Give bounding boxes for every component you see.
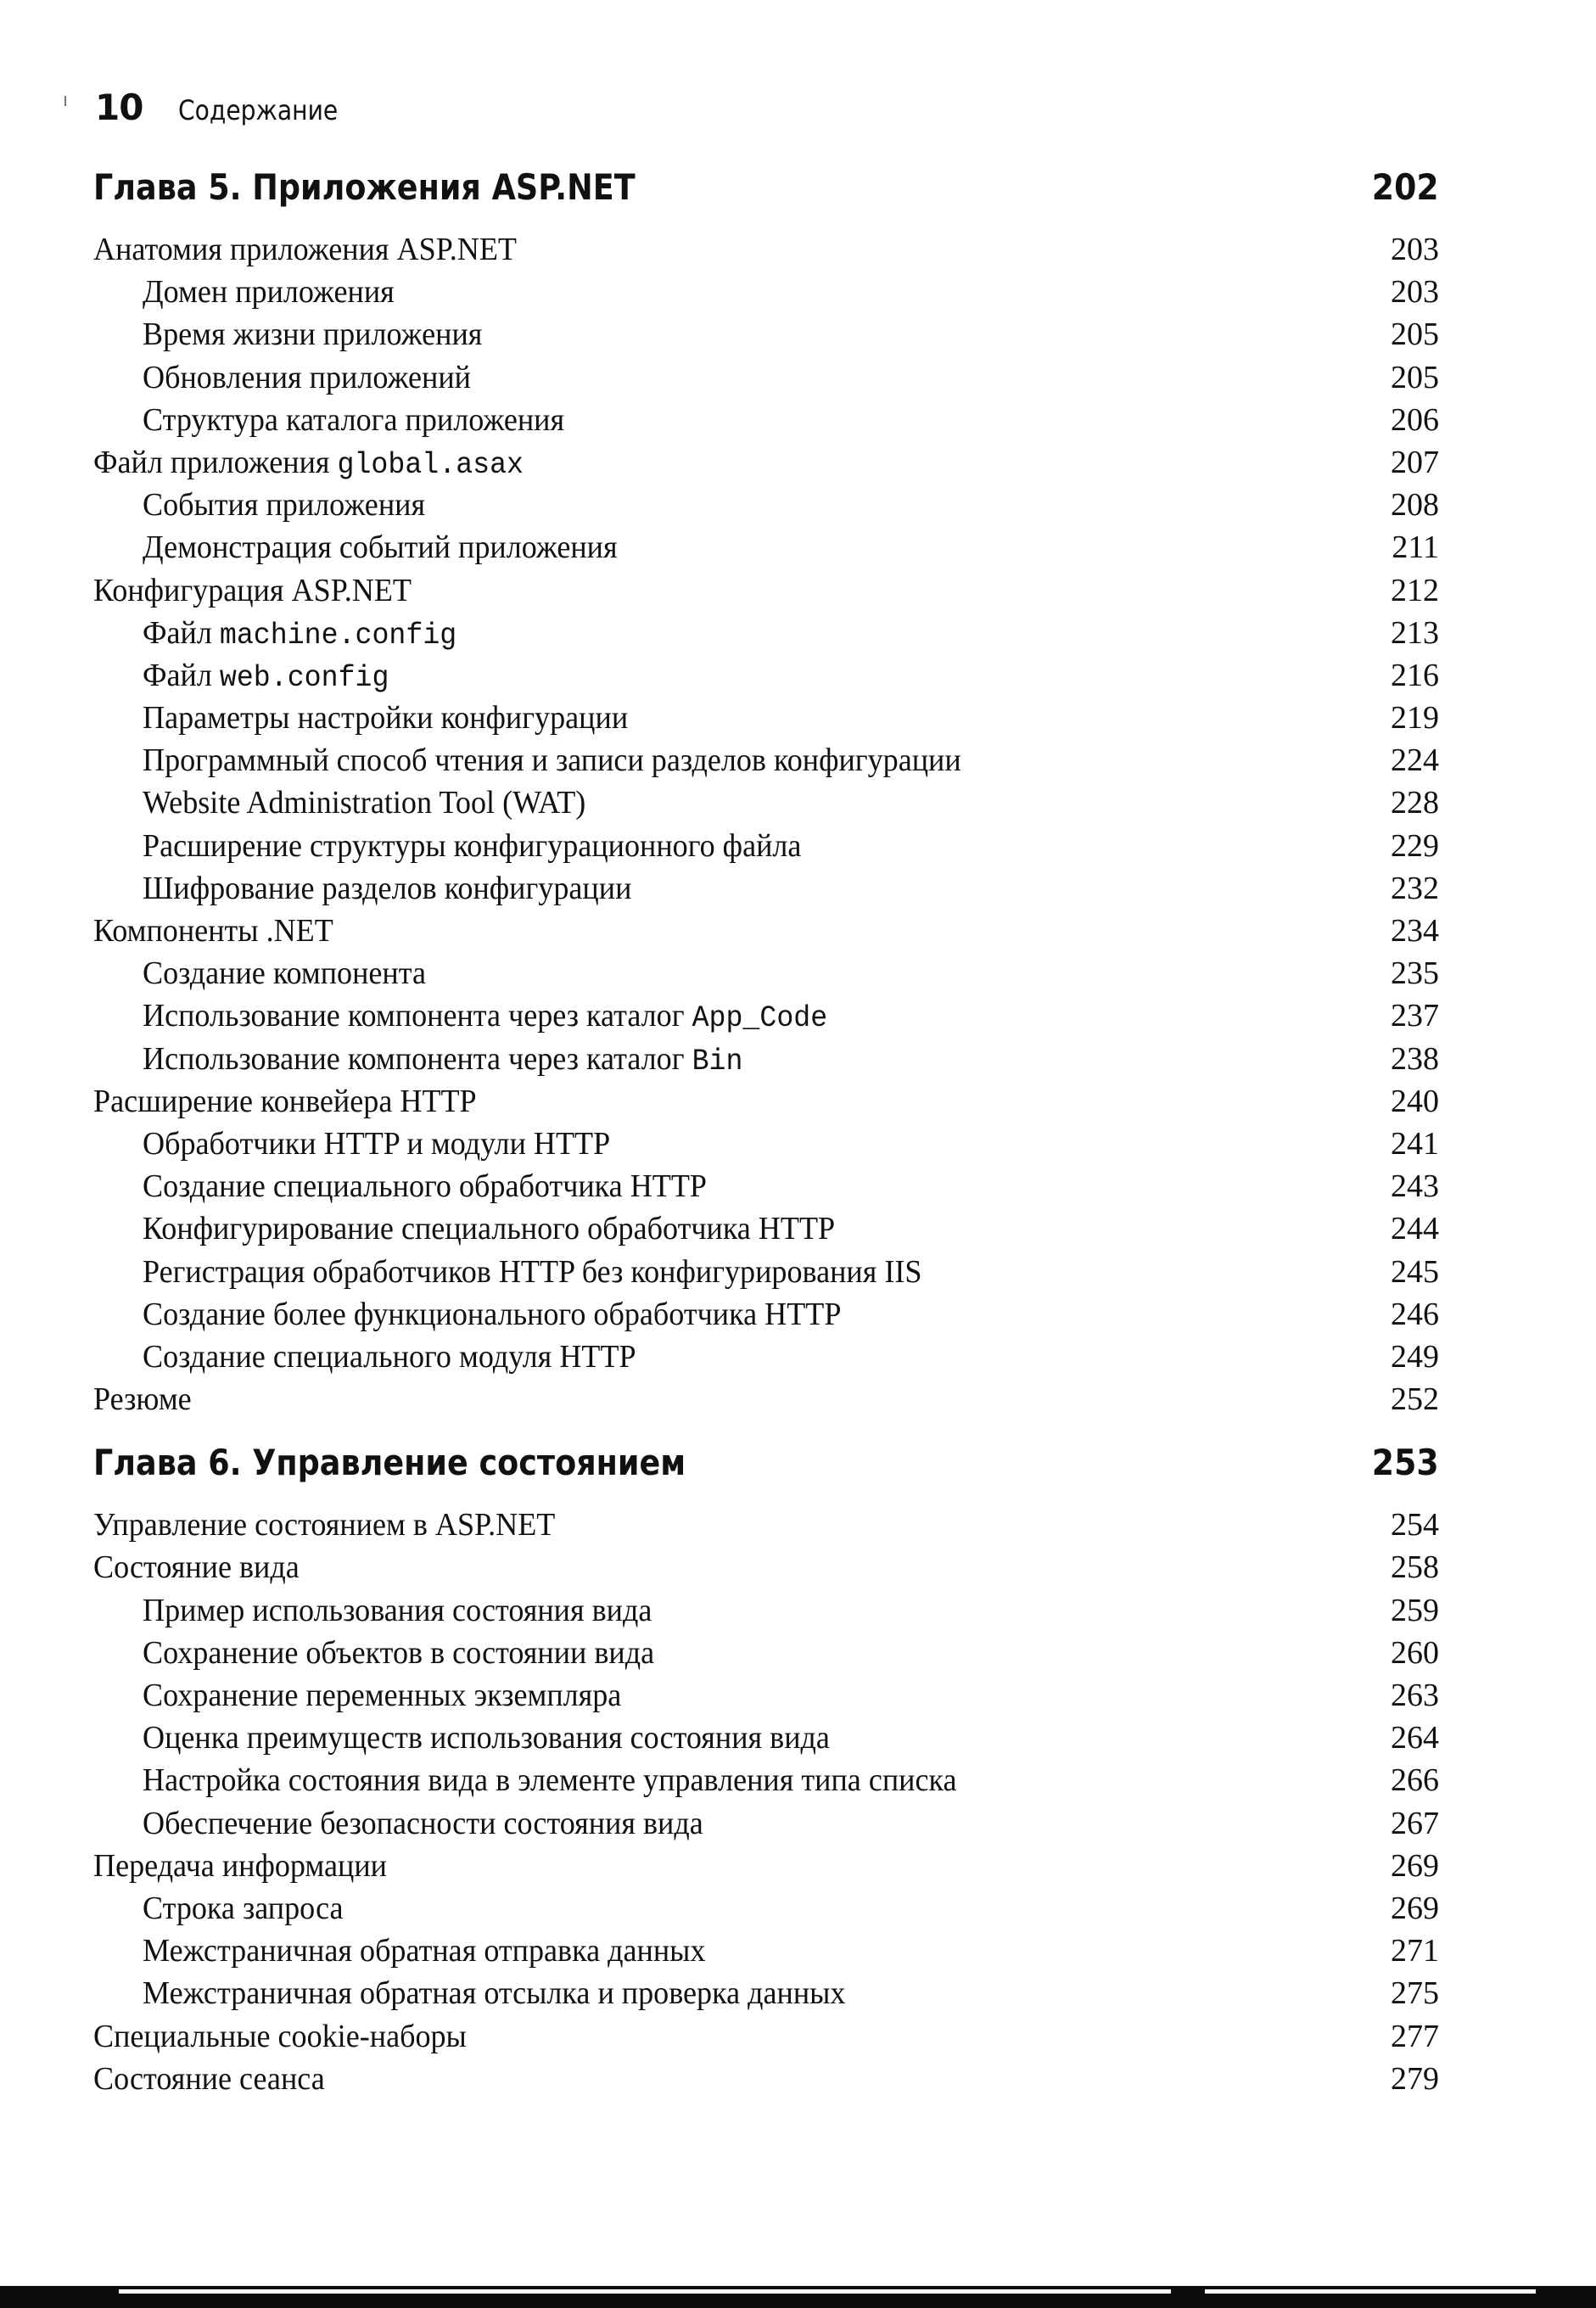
entry-page-number: 271: [1391, 1933, 1439, 1969]
toc-subsection-entry: [93, 273, 1439, 316]
entry-page-number: 258: [1391, 1549, 1439, 1586]
entry-title-text: Обработчики HTTP и модули HTTP: [143, 1125, 611, 1162]
page-header: [95, 87, 360, 128]
toc-subsection-entry: [93, 1253, 1439, 1296]
entry-page-number: 277: [1391, 2018, 1439, 2054]
toc-section-entry: [93, 1847, 1439, 1890]
scan-edge-highlight: [119, 2289, 1171, 2294]
toc-section-entry: [93, 231, 1439, 273]
entry-title: [143, 614, 456, 653]
running-title: Содержание: [178, 94, 339, 126]
toc-subsection-entry: [93, 742, 1439, 784]
entry-title: [143, 1253, 922, 1291]
entry-title: [143, 870, 631, 907]
scan-mark: [64, 96, 66, 106]
toc-subsection-entry: [93, 401, 1439, 444]
entry-title: [93, 1549, 300, 1586]
entry-page-number: 249: [1391, 1338, 1439, 1375]
entry-title-text: Расширение конвейера HTTP: [93, 1083, 477, 1119]
toc-subsection-entry: [93, 1168, 1439, 1210]
toc-section-entry: [93, 1083, 1439, 1125]
toc-subsection-entry: [93, 1805, 1439, 1847]
entry-title-code: Bin: [692, 1044, 743, 1078]
entry-title-text: Регистрация обработчиков HTTP без конфигурирования IIS: [143, 1253, 922, 1290]
entry-title-text: Создание более функционального обработчика HTTP: [143, 1296, 842, 1332]
entry-page-number: 259: [1391, 1592, 1439, 1628]
toc-subsection-entry: [93, 955, 1439, 997]
entry-title: [143, 1296, 841, 1333]
toc-subsection-entry: [93, 1932, 1439, 1975]
toc-subsection-entry: [93, 1296, 1439, 1338]
entry-title-text: Оценка преимуществ использования состояния вида: [143, 1720, 830, 1756]
entry-title: [93, 1083, 477, 1120]
toc-section-entry: [93, 1381, 1439, 1423]
entry-page-number: 207: [1391, 444, 1439, 480]
entry-title-text: Конфигурация ASP.NET: [93, 572, 412, 608]
entry-page-number: 228: [1391, 785, 1439, 821]
entry-title: [143, 1677, 621, 1714]
entry-title-text: Межстраничная обратная отсылка и проверка данных: [143, 1975, 846, 2012]
entry-title: [93, 1381, 192, 1418]
toc-subsection-entry: [93, 1634, 1439, 1677]
entry-page-number: 206: [1391, 401, 1439, 438]
entry-title-text: Компоненты .NET: [93, 913, 333, 949]
toc-subsection-entry: [93, 1040, 1439, 1083]
toc-section-entry: [93, 1506, 1439, 1549]
entry-title: [143, 827, 801, 865]
scan-edge-highlight: [1205, 2289, 1536, 2294]
entry-page-number: 234: [1391, 913, 1439, 949]
toc-section-entry: [93, 2060, 1439, 2103]
toc-subsection-entry: [93, 1719, 1439, 1762]
entry-title: [93, 2060, 325, 2098]
entry-title-text: Демонстрация событий приложения: [143, 529, 618, 566]
chapter-heading: [93, 1442, 1439, 1504]
entry-title-code: web.config: [219, 660, 389, 695]
entry-title-text: Передача информации: [93, 1847, 388, 1884]
entry-page-number: 246: [1391, 1296, 1439, 1332]
toc-subsection-entry: [93, 614, 1439, 657]
chapter-title: Глава 5. Приложения ASP.NET: [93, 166, 636, 208]
entry-title-text: Конфигурирование специального обработчика HTTP: [143, 1211, 836, 1247]
entry-page-number: 252: [1391, 1381, 1439, 1418]
entry-title-text: Пример использования состояния вида: [143, 1592, 652, 1628]
chapter-page-number: 253: [1372, 1442, 1439, 1484]
entry-page-number: 213: [1391, 614, 1439, 651]
entry-title: [93, 444, 524, 482]
entry-title-text: Строка запроса: [143, 1890, 344, 1926]
toc-subsection-entry: [93, 529, 1439, 571]
entry-title: [143, 316, 482, 353]
entry-title-text: Использование компонента через каталог: [143, 1040, 692, 1077]
entry-title-code: global.asax: [337, 447, 524, 482]
entry-title: [143, 1634, 654, 1672]
chapter-heading: [93, 166, 1439, 229]
entry-page-number: 260: [1391, 1634, 1439, 1671]
toc-section-entry: [93, 572, 1439, 614]
entry-title: [143, 1975, 845, 2012]
entry-title-text: Файл: [143, 614, 220, 651]
toc-subsection-entry: [93, 1975, 1439, 2017]
entry-title: [143, 1719, 830, 1756]
entry-title: [143, 1338, 636, 1375]
entry-title-text: Сохранение переменных экземпляра: [143, 1678, 622, 1713]
entry-title: [143, 1168, 707, 1205]
entry-page-number: 245: [1391, 1253, 1439, 1290]
entry-title: [143, 1805, 703, 1842]
toc-subsection-entry: [93, 359, 1439, 401]
entry-page-number: 275: [1391, 1975, 1439, 2012]
entry-page-number: 205: [1391, 317, 1439, 353]
entry-page-number: 266: [1391, 1762, 1439, 1799]
entry-title: [93, 912, 333, 950]
entry-title: [143, 657, 389, 695]
page-number: 10: [95, 87, 143, 128]
toc-section-entry: [93, 912, 1439, 955]
toc-subsection-entry: [93, 486, 1439, 529]
toc-subsection-entry: [93, 827, 1439, 870]
chapter-title: Глава 6. Управление состоянием: [93, 1442, 686, 1484]
entry-page-number: 216: [1391, 657, 1439, 693]
entry-page-number: 243: [1391, 1168, 1439, 1205]
entry-title: [93, 1847, 387, 1885]
entry-page-number: 267: [1391, 1805, 1439, 1841]
chapter-page-number: 202: [1372, 166, 1439, 208]
entry-title: [143, 699, 628, 737]
entry-page-number: 269: [1391, 1890, 1439, 1926]
entry-title: [143, 1762, 957, 1799]
entry-title-text: Обновления приложений: [143, 359, 471, 395]
entry-page-number: 240: [1391, 1083, 1439, 1119]
entry-title-text: Параметры настройки конфигурации: [143, 700, 629, 737]
entry-title-text: Файл приложения: [93, 444, 338, 480]
toc-section-entry: [93, 444, 1439, 486]
entry-title-text: Создание специального модуля HTTP: [143, 1338, 636, 1375]
entry-page-number: 237: [1391, 998, 1439, 1034]
entry-title: [143, 1210, 835, 1247]
toc-subsection-entry: [93, 784, 1439, 826]
entry-page-number: 203: [1391, 232, 1439, 267]
entry-title-text: Специальные cookie-наборы: [93, 2018, 467, 2054]
toc-subsection-entry: [93, 657, 1439, 699]
entry-title-text: Резюме: [93, 1381, 192, 1418]
entry-title: [143, 997, 827, 1035]
entry-title: [93, 1506, 555, 1543]
entry-title-text: Анатомия приложения ASP.NET: [93, 232, 517, 267]
toc-subsection-entry: [93, 997, 1439, 1039]
entry-title-text: Время жизни приложения: [143, 317, 483, 353]
entry-page-number: 203: [1391, 274, 1439, 311]
entry-title: [93, 231, 517, 268]
entry-page-number: 263: [1391, 1678, 1439, 1713]
entry-title: [143, 955, 426, 992]
entry-page-number: 244: [1391, 1211, 1439, 1247]
scan-bottom-edge: [0, 2286, 1596, 2308]
entry-page-number: 241: [1391, 1125, 1439, 1162]
entry-title: [143, 529, 618, 566]
toc-section-entry: [93, 2018, 1439, 2060]
entry-page-number: 279: [1391, 2060, 1439, 2097]
entry-title-text: Структура каталога приложения: [143, 401, 565, 438]
entry-title-text: Файл: [143, 657, 220, 693]
toc-subsection-entry: [93, 1592, 1439, 1634]
toc-subsection-entry: [93, 1210, 1439, 1252]
entry-title: [143, 359, 471, 396]
entry-title-text: Создание специального обработчика HTTP: [143, 1168, 707, 1205]
entry-page-number: 211: [1392, 529, 1439, 566]
toc-section-entry: [93, 1549, 1439, 1591]
entry-page-number: 224: [1391, 742, 1439, 779]
toc-subsection-entry: [93, 1762, 1439, 1804]
entry-page-number: 229: [1391, 827, 1439, 864]
entry-page-number: 208: [1391, 487, 1439, 524]
entry-page-number: 264: [1391, 1720, 1439, 1756]
entry-page-number: 219: [1391, 700, 1439, 737]
entry-title: [143, 273, 395, 311]
entry-title-text: Управление состоянием в ASP.NET: [93, 1507, 556, 1543]
entry-title: [143, 486, 425, 524]
entry-title: [143, 1040, 742, 1078]
entry-page-number: 269: [1391, 1847, 1439, 1884]
toc-subsection-entry: [93, 316, 1439, 358]
entry-page-number: 254: [1391, 1507, 1439, 1543]
toc-subsection-entry: [93, 1125, 1439, 1168]
entry-title-text: Домен приложения: [143, 274, 395, 311]
entry-page-number: 235: [1391, 955, 1439, 992]
entry-page-number: 238: [1391, 1040, 1439, 1077]
entry-title-code: App_Code: [692, 1001, 828, 1036]
toc-subsection-entry: [93, 1338, 1439, 1381]
entry-page-number: 232: [1391, 870, 1439, 906]
entry-title-text: Website Administration Tool (WAT): [143, 785, 586, 821]
entry-title: [143, 401, 564, 439]
table-of-contents: [93, 166, 1439, 2103]
entry-title: [93, 572, 412, 609]
entry-title-text: Межстраничная обратная отправка данных: [143, 1933, 706, 1969]
entry-title: [143, 784, 585, 821]
toc-subsection-entry: [93, 699, 1439, 742]
entry-title-text: Шифрование разделов конфигурации: [143, 870, 632, 906]
entry-title-text: Обеспечение безопасности состояния вида: [143, 1805, 703, 1841]
entry-title-text: События приложения: [143, 487, 426, 524]
entry-title: [143, 742, 961, 779]
entry-title-text: Создание компонента: [143, 955, 426, 992]
entry-title-text: Расширение структуры конфигурационного файла: [143, 827, 802, 864]
entry-title-code: machine.config: [219, 618, 457, 653]
entry-title-text: Состояние сеанса: [93, 2060, 325, 2097]
entry-title-text: Использование компонента через каталог: [143, 998, 692, 1034]
toc-subsection-entry: [93, 1890, 1439, 1932]
entry-title-text: Состояние вида: [93, 1549, 300, 1586]
entry-title: [143, 1125, 610, 1162]
entry-title-text: Настройка состояния вида в элементе управления типа списка: [143, 1762, 957, 1799]
entry-title: [93, 2018, 467, 2055]
entry-title: [143, 1890, 344, 1927]
toc-subsection-entry: [93, 870, 1439, 912]
toc-subsection-entry: [93, 1677, 1439, 1719]
entry-page-number: 212: [1391, 572, 1439, 608]
entry-title: [143, 1932, 705, 1969]
entry-page-number: 205: [1391, 359, 1439, 395]
entry-title-text: Сохранение объектов в состоянии вида: [143, 1634, 655, 1671]
entry-title-text: Программный способ чтения и записи разделов конфигурации: [143, 742, 961, 779]
entry-title: [143, 1592, 652, 1629]
